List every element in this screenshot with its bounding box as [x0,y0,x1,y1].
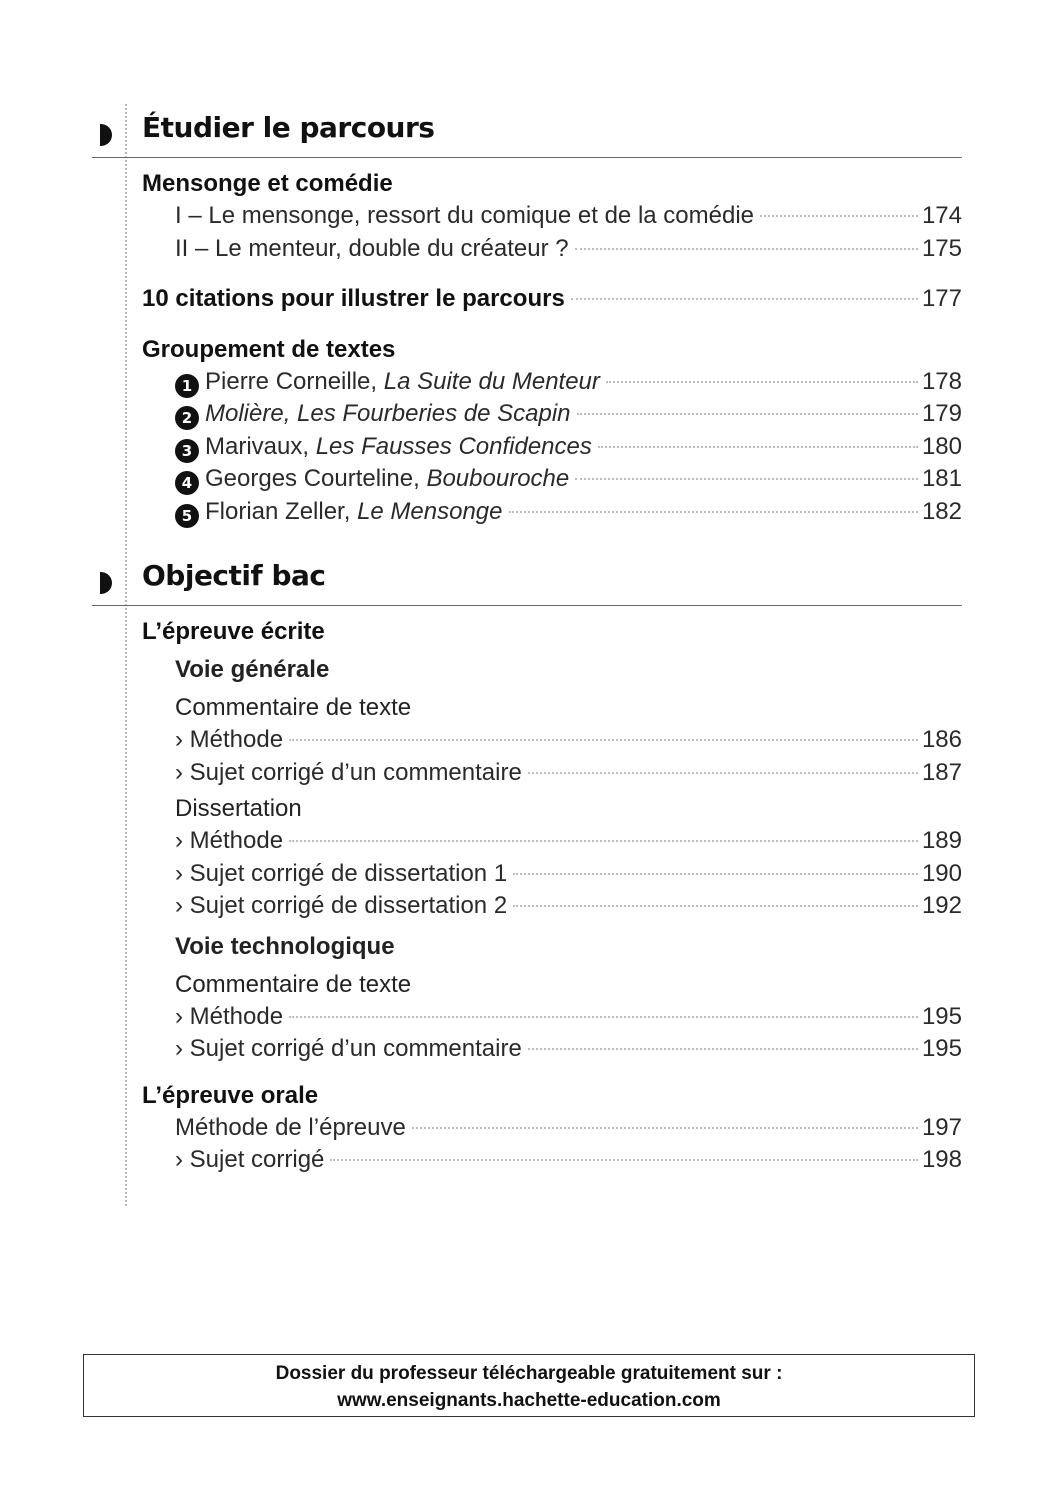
subgroup-heading: Commentaire de texte [175,694,412,721]
page-number: 186 [921,726,962,753]
toc-entry[interactable]: › Sujet corrigé de dissertation 2 192 [175,890,962,923]
page-number: 181 [921,465,962,492]
number-badge-icon: 2 [175,406,199,430]
dot-leader [760,215,918,217]
dot-leader [575,478,918,480]
toc-entry[interactable]: › Sujet corrigé d’un commentaire 195 [175,1033,962,1066]
dot-leader [509,511,918,513]
footer-url[interactable]: www.enseignants.hachette-education.com [337,1390,721,1411]
dot-leader [289,840,918,842]
toc-entry[interactable]: 5 Florian Zeller, Le Mensonge 182 [142,496,962,529]
page-number: 178 [921,367,962,395]
dot-leader [571,298,918,300]
toc-entry[interactable]: › Sujet corrigé 198 [175,1144,962,1177]
group-heading: L’épreuve écrite [142,618,325,645]
footer-line-1: Dossier du professeur téléchargeable gratuitement sur : [275,1363,783,1384]
subgroup-heading: Commentaire de texte [175,970,412,998]
dot-leader [575,248,918,250]
footer-notice-box [83,1354,975,1417]
toc-entry[interactable]: 1 Pierre Corneille, La Suite du Menteur 178 [142,366,962,399]
subgroup-heading: Voie technologique [175,932,395,960]
group-heading: Mensonge et comédie [142,170,393,197]
page-number: 195 [921,1002,962,1030]
dot-leader [513,873,918,875]
toc-entry[interactable]: 3 Marivaux, Les Fausses Confidences 180 [142,431,962,464]
page-number: 198 [921,1146,962,1173]
toc-entry[interactable]: › Sujet corrigé d’un commentaire 187 [175,757,962,790]
dot-leader [289,739,918,741]
toc-entry[interactable]: › Méthode 189 [175,825,962,858]
dot-leader [528,772,918,774]
toc-entry-citations[interactable]: 10 citations pour illustrer le parcours 177 [142,283,962,316]
half-circle-bullet-icon [100,124,112,146]
number-badge-icon: 5 [175,504,199,528]
toc-entry[interactable]: › Sujet corrigé de dissertation 1 190 [175,858,962,891]
page-number: 192 [921,892,962,919]
page-number: 189 [921,827,962,854]
number-badge-icon: 4 [175,471,199,495]
page-number: 195 [921,1035,962,1062]
dot-leader [528,1048,918,1050]
dot-leader [513,905,918,907]
page-number: 187 [921,758,962,786]
page-number: 179 [921,400,962,427]
toc-entry[interactable]: › Méthode 186 [175,724,962,757]
page-number: 180 [921,432,962,460]
group-heading: Groupement de textes [142,335,396,363]
number-badge-icon: 3 [175,439,199,463]
toc-entry[interactable]: I – Le mensonge, ressort du comique et de la comédie 174 [142,200,962,233]
page-number: 177 [921,285,962,312]
page-number: 182 [921,497,962,525]
section-header [92,555,962,606]
group-heading: L’épreuve orale [142,1081,319,1109]
dot-leader [330,1159,918,1161]
dot-leader [577,413,918,415]
section-title: Objectif bac [142,559,326,592]
dot-leader [598,446,918,448]
subgroup-heading: Voie générale [175,656,330,683]
dot-leader [289,1016,918,1018]
toc-entry[interactable]: › Méthode 195 [175,1001,962,1034]
section-title: Étudier le parcours [142,111,435,144]
toc-entry[interactable]: 2 Molière, Les Fourberies de Scapin 179 [142,398,962,431]
number-badge-icon: 1 [175,374,199,398]
page-number: 175 [921,234,962,262]
page-number: 174 [921,202,962,229]
toc-entry[interactable]: II – Le menteur, double du créateur ? 175 [142,233,962,266]
toc-entry[interactable]: Méthode de l’épreuve 197 [175,1112,962,1145]
page-number: 197 [921,1113,962,1141]
section-header [92,107,962,158]
page-number: 190 [921,859,962,887]
section-etudier-le-parcours [92,107,962,528]
dot-leader [606,381,918,383]
subgroup-heading: Dissertation [175,795,302,822]
half-circle-bullet-icon [100,572,112,594]
section-objectif-bac [92,555,962,1177]
dot-leader [412,1127,918,1129]
toc-entry[interactable]: 4 Georges Courteline, Boubouroche 181 [142,463,962,496]
